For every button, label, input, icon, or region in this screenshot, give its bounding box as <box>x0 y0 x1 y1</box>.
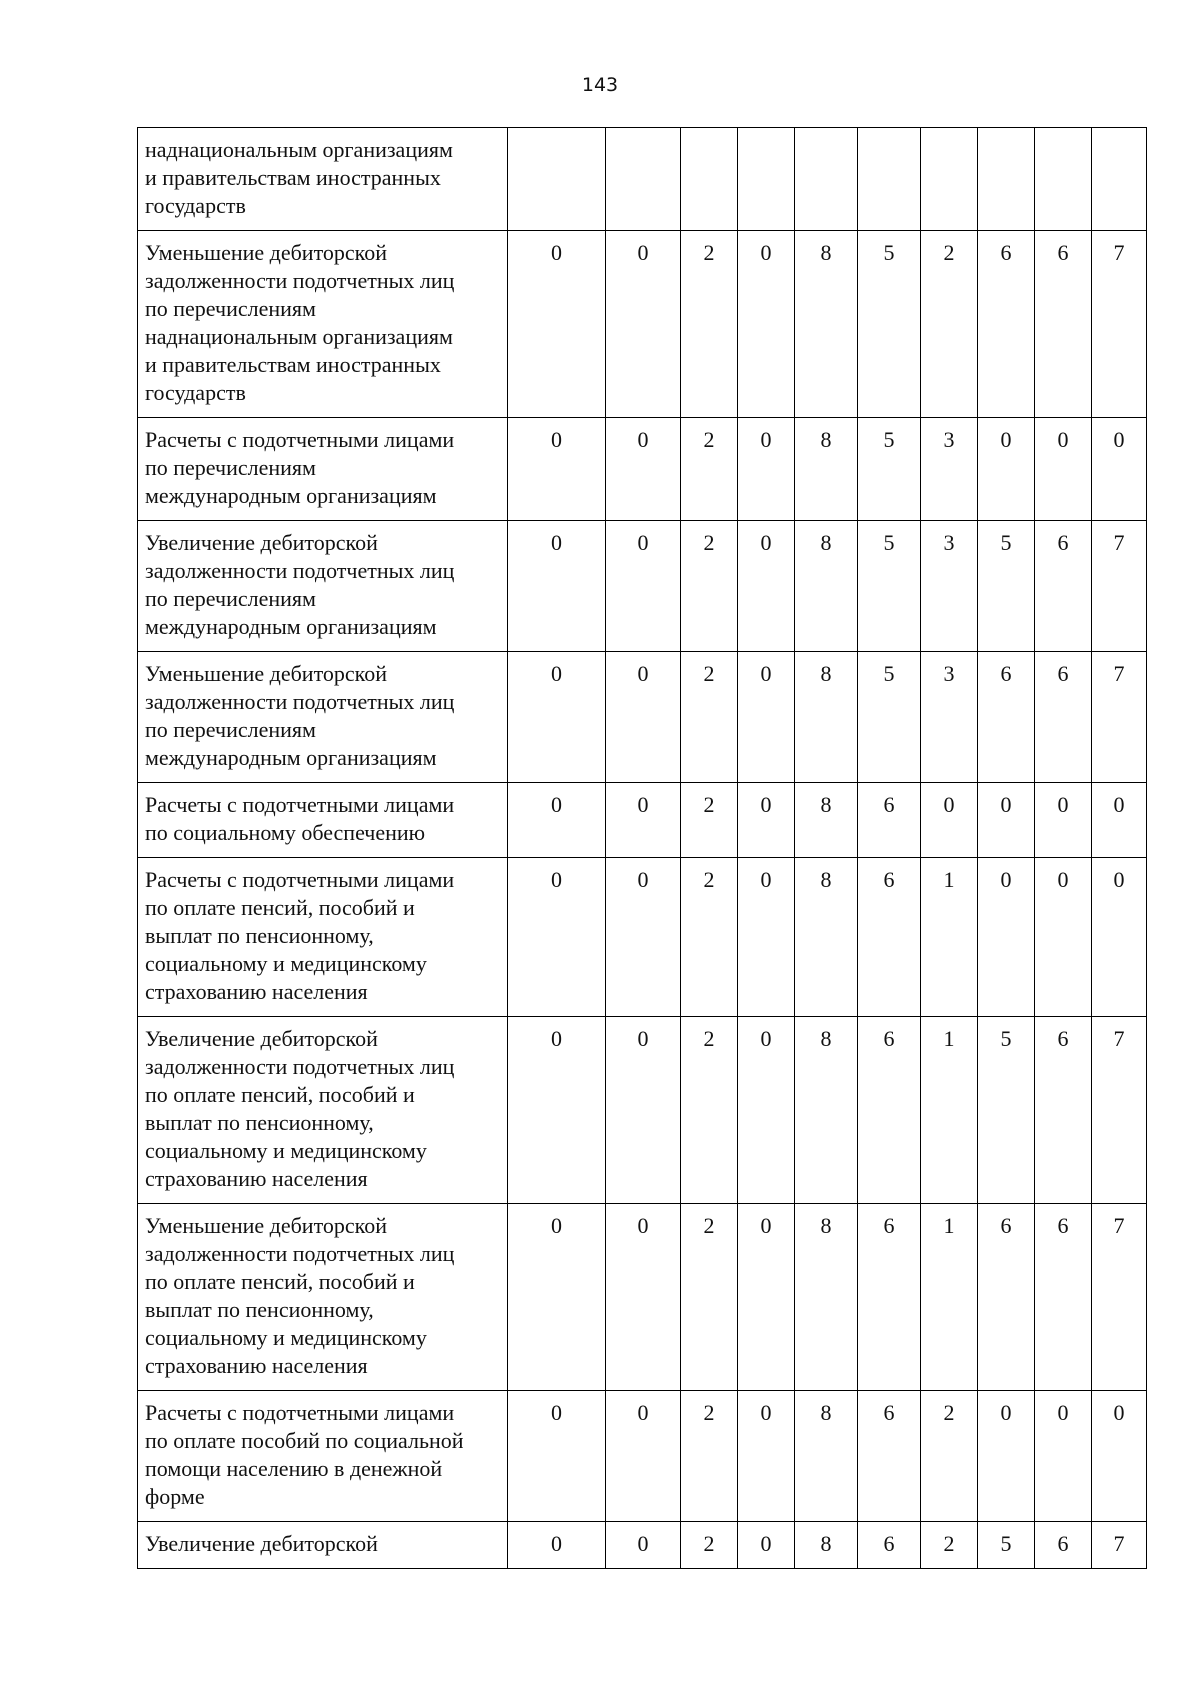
account-description-cell: Увеличение дебиторской задолженности подотчетных лиц по оплате пенсий, пособий и выплат по пенсионному, социальному и медицинскому страхованию населения <box>138 1017 508 1204</box>
table-row <box>138 1391 1147 1522</box>
account-code-digit-cell: 0 <box>1092 783 1147 858</box>
account-code-digit-cell: 8 <box>795 1017 858 1204</box>
account-code-digit-cell: 8 <box>795 1391 858 1522</box>
table-row <box>138 858 1147 1017</box>
account-code-digit-cell: 1 <box>921 858 978 1017</box>
account-code-digit-cell: 7 <box>1092 652 1147 783</box>
account-code-digit-cell: 8 <box>795 1522 858 1569</box>
account-code-digit-cell: 2 <box>681 783 738 858</box>
account-code-digit-cell: 5 <box>858 652 921 783</box>
account-description-cell: Уменьшение дебиторской задолженности подотчетных лиц по оплате пенсий, пособий и выплат по пенсионному, социальному и медицинскому страхованию населения <box>138 1204 508 1391</box>
account-code-digit-cell: 3 <box>921 652 978 783</box>
account-code-digit-cell <box>978 128 1035 231</box>
account-code-digit-cell: 0 <box>606 1391 681 1522</box>
account-code-digit-cell: 6 <box>978 652 1035 783</box>
account-description-cell: Расчеты с подотчетными лицами по оплате пособий по социальной помощи населению в денежной форме <box>138 1391 508 1522</box>
account-code-digit-cell <box>858 128 921 231</box>
account-code-digit-cell: 2 <box>921 1522 978 1569</box>
account-code-digit-cell: 2 <box>681 652 738 783</box>
account-code-digit-cell <box>738 128 795 231</box>
account-code-digit-cell: 8 <box>795 1204 858 1391</box>
account-code-digit-cell: 6 <box>858 858 921 1017</box>
account-code-digit-cell: 7 <box>1092 1522 1147 1569</box>
account-code-digit-cell: 0 <box>738 418 795 521</box>
account-code-digit-cell: 6 <box>1035 1017 1092 1204</box>
account-code-digit-cell: 0 <box>1035 418 1092 521</box>
account-code-digit-cell: 0 <box>978 1391 1035 1522</box>
account-code-digit-cell: 0 <box>606 231 681 418</box>
account-code-digit-cell: 2 <box>681 858 738 1017</box>
account-code-digit-cell: 6 <box>858 1391 921 1522</box>
account-code-digit-cell: 6 <box>1035 521 1092 652</box>
account-code-digit-cell: 0 <box>606 1522 681 1569</box>
account-code-digit-cell: 0 <box>738 1204 795 1391</box>
account-code-digit-cell: 0 <box>978 858 1035 1017</box>
table-row <box>138 783 1147 858</box>
table-row <box>138 1204 1147 1391</box>
account-code-digit-cell: 2 <box>681 1522 738 1569</box>
account-code-digit-cell: 0 <box>978 783 1035 858</box>
account-description-cell: наднациональным организациям и правительствам иностранных государств <box>138 128 508 231</box>
account-code-digit-cell <box>681 128 738 231</box>
account-code-digit-cell: 8 <box>795 231 858 418</box>
account-code-digit-cell: 8 <box>795 783 858 858</box>
account-code-digit-cell: 0 <box>1035 1391 1092 1522</box>
account-code-digit-cell: 0 <box>508 1204 606 1391</box>
account-code-digit-cell <box>1035 128 1092 231</box>
table-body <box>138 128 1147 1569</box>
account-code-digit-cell: 6 <box>1035 1522 1092 1569</box>
account-code-digit-cell: 0 <box>738 1522 795 1569</box>
account-code-digit-cell: 5 <box>858 521 921 652</box>
table-row <box>138 521 1147 652</box>
account-code-digit-cell: 0 <box>508 1391 606 1522</box>
account-description-cell: Уменьшение дебиторской задолженности подотчетных лиц по перечислениям наднациональным организациям и правительствам иностранных государств <box>138 231 508 418</box>
account-code-digit-cell: 0 <box>606 858 681 1017</box>
account-description-cell: Расчеты с подотчетными лицами по перечислениям международным организациям <box>138 418 508 521</box>
account-code-digit-cell: 0 <box>606 1017 681 1204</box>
account-code-digit-cell: 0 <box>978 418 1035 521</box>
account-code-digit-cell: 3 <box>921 418 978 521</box>
account-code-digit-cell: 0 <box>508 783 606 858</box>
account-code-digit-cell: 5 <box>978 1522 1035 1569</box>
account-code-digit-cell: 6 <box>858 1017 921 1204</box>
account-code-digit-cell: 0 <box>508 1522 606 1569</box>
account-code-digit-cell: 6 <box>978 1204 1035 1391</box>
account-code-digit-cell: 0 <box>1092 418 1147 521</box>
account-code-digit-cell: 6 <box>858 783 921 858</box>
account-code-digit-cell: 0 <box>508 652 606 783</box>
account-code-digit-cell: 0 <box>606 521 681 652</box>
account-code-digit-cell: 0 <box>606 783 681 858</box>
account-code-digit-cell <box>795 128 858 231</box>
account-code-digit-cell: 5 <box>858 231 921 418</box>
account-code-digit-cell <box>921 128 978 231</box>
account-description-cell: Расчеты с подотчетными лицами по социальному обеспечению <box>138 783 508 858</box>
account-code-digit-cell: 0 <box>921 783 978 858</box>
account-code-digit-cell: 7 <box>1092 231 1147 418</box>
account-code-digit-cell: 0 <box>738 783 795 858</box>
account-code-digit-cell: 0 <box>738 521 795 652</box>
account-code-digit-cell <box>508 128 606 231</box>
account-code-digit-cell: 0 <box>508 521 606 652</box>
account-code-digit-cell: 0 <box>738 652 795 783</box>
account-code-digit-cell <box>606 128 681 231</box>
account-code-digit-cell: 1 <box>921 1204 978 1391</box>
account-code-digit-cell: 6 <box>1035 652 1092 783</box>
account-code-digit-cell: 8 <box>795 418 858 521</box>
page-number: 143 <box>581 74 619 96</box>
account-code-digit-cell: 5 <box>978 1017 1035 1204</box>
account-code-digit-cell: 7 <box>1092 1017 1147 1204</box>
account-code-digit-cell: 0 <box>1035 858 1092 1017</box>
account-code-digit-cell: 3 <box>921 521 978 652</box>
account-code-table <box>137 127 1147 1569</box>
account-description-cell: Увеличение дебиторской <box>138 1522 508 1569</box>
account-code-digit-cell: 8 <box>795 521 858 652</box>
table-row <box>138 652 1147 783</box>
account-code-digit-cell: 6 <box>858 1204 921 1391</box>
account-code-digit-cell: 0 <box>738 231 795 418</box>
account-code-digit-cell: 0 <box>1092 1391 1147 1522</box>
account-code-digit-cell: 6 <box>1035 231 1092 418</box>
account-code-digit-cell: 0 <box>738 1391 795 1522</box>
account-code-digit-cell: 0 <box>1035 783 1092 858</box>
table-row <box>138 418 1147 521</box>
account-code-digit-cell: 7 <box>1092 1204 1147 1391</box>
table-row <box>138 1522 1147 1569</box>
account-description-cell: Расчеты с подотчетными лицами по оплате пенсий, пособий и выплат по пенсионному, социальному и медицинскому страхованию населения <box>138 858 508 1017</box>
account-code-digit-cell: 7 <box>1092 521 1147 652</box>
account-code-digit-cell: 1 <box>921 1017 978 1204</box>
account-code-digit-cell: 2 <box>921 1391 978 1522</box>
account-code-digit-cell: 8 <box>795 652 858 783</box>
table-row <box>138 128 1147 231</box>
account-description-cell: Увеличение дебиторской задолженности подотчетных лиц по перечислениям международным организациям <box>138 521 508 652</box>
account-code-digit-cell: 0 <box>738 858 795 1017</box>
table-row <box>138 1017 1147 1204</box>
account-code-digit-cell: 5 <box>978 521 1035 652</box>
account-code-digit-cell: 5 <box>858 418 921 521</box>
account-code-digit-cell <box>1092 128 1147 231</box>
account-code-digit-cell: 0 <box>508 1017 606 1204</box>
account-code-digit-cell: 2 <box>681 1017 738 1204</box>
account-code-digit-cell: 0 <box>1092 858 1147 1017</box>
account-code-digit-cell: 2 <box>921 231 978 418</box>
account-code-digit-cell: 0 <box>606 652 681 783</box>
account-code-digit-cell: 6 <box>978 231 1035 418</box>
account-code-digit-cell: 6 <box>858 1522 921 1569</box>
account-code-digit-cell: 0 <box>606 418 681 521</box>
account-code-digit-cell: 0 <box>508 418 606 521</box>
account-code-digit-cell: 0 <box>606 1204 681 1391</box>
table-row <box>138 231 1147 418</box>
account-code-digit-cell: 2 <box>681 231 738 418</box>
account-code-digit-cell: 8 <box>795 858 858 1017</box>
account-code-digit-cell: 6 <box>1035 1204 1092 1391</box>
account-code-digit-cell: 0 <box>508 858 606 1017</box>
account-code-digit-cell: 0 <box>508 231 606 418</box>
account-description-cell: Уменьшение дебиторской задолженности подотчетных лиц по перечислениям международным организациям <box>138 652 508 783</box>
account-code-digit-cell: 2 <box>681 1391 738 1522</box>
account-code-digit-cell: 2 <box>681 1204 738 1391</box>
account-code-digit-cell: 0 <box>738 1017 795 1204</box>
account-code-digit-cell: 2 <box>681 418 738 521</box>
account-code-digit-cell: 2 <box>681 521 738 652</box>
